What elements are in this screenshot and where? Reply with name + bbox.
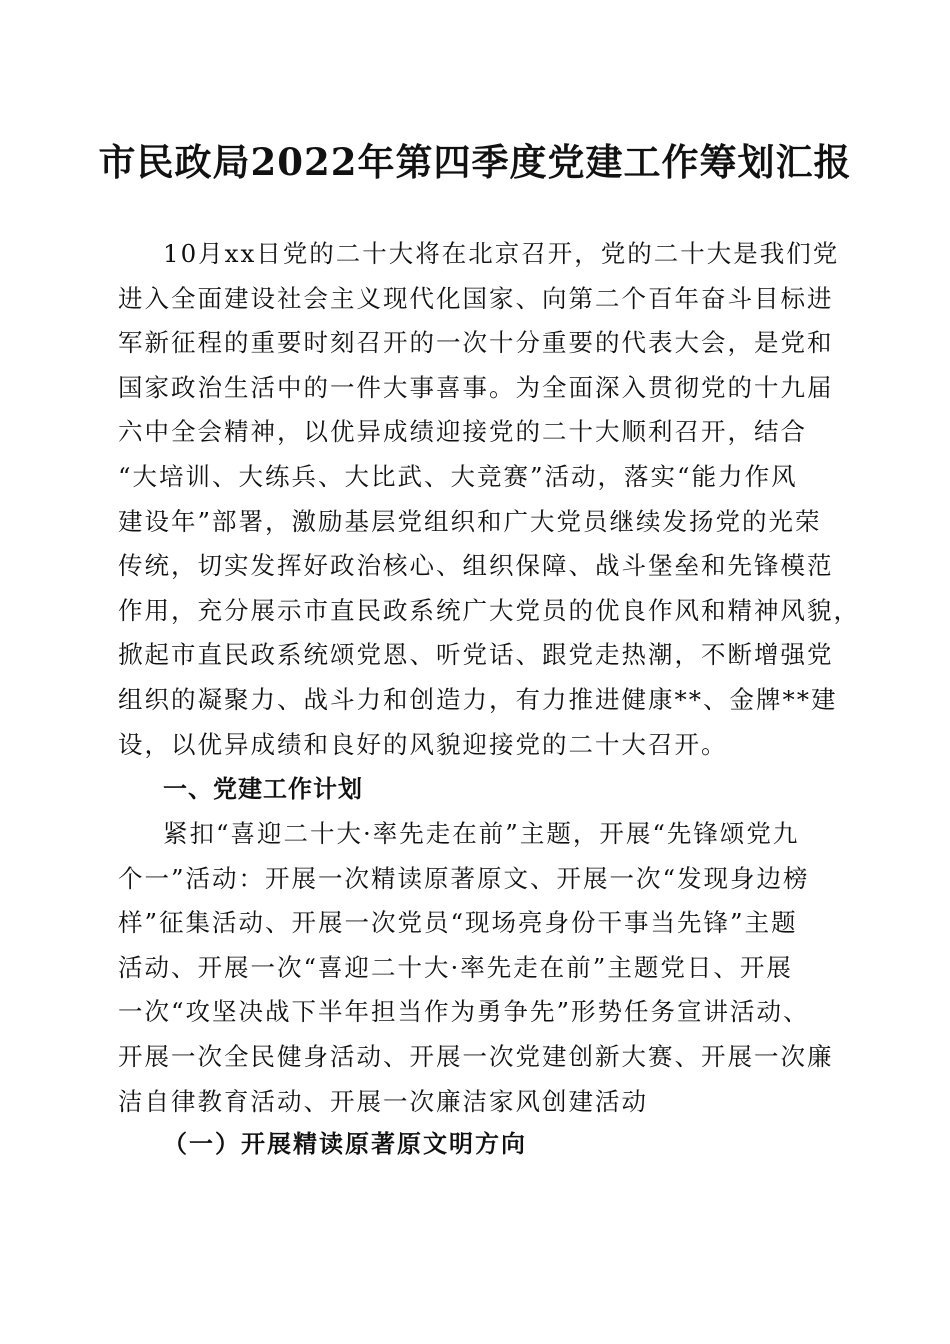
section1-line: 一次“攻坚决战下半年担当作为勇争先”形势任务宣讲活动、	[118, 997, 810, 1027]
intro-line: 掀起市直民政系统颂党恩、听党话、跟党走热潮，不断增强党	[118, 640, 834, 670]
section1-paragraph	[118, 812, 833, 1124]
intro-line: “大培训、大练兵、大比武、大竞赛”活动，落实“能力作风	[118, 461, 798, 491]
intro-line: 进入全面建设社会主义现代化国家、向第二个百年奋斗目标进	[118, 283, 834, 313]
section1-line: 样”征集活动、开展一次党员“现场亮身份干事当先锋”主题	[118, 908, 798, 938]
section1-line: 活动、开展一次“喜迎二十大·率先走在前”主题党日、开展	[118, 952, 793, 982]
intro-line: 组织的凝聚力、战斗力和创造力，有力推进健康**、金牌**建	[118, 684, 838, 714]
intro-line: 设，以优异成绩和良好的风貌迎接党的二十大召开。	[118, 729, 728, 759]
section-heading: 一、党建工作计划	[163, 775, 363, 803]
intro-line: 国家政治生活中的一件大事喜事。为全面深入贯彻党的十九届	[118, 372, 834, 402]
section1-line: 个一”活动：开展一次精读原著原文、开展一次“发现身边榜	[118, 863, 810, 893]
section1-line: 紧扣“喜迎二十大·率先走在前”主题，开展“先锋颂党九	[163, 819, 800, 848]
section1-line: 开展一次全民健身活动、开展一次党建创新大赛、开展一次廉	[118, 1041, 834, 1071]
section1-line: 洁自律教育活动、开展一次廉洁家风创建活动	[118, 1086, 648, 1116]
document-title: 市民政局2022年第四季度党建工作筹划汇报	[98, 140, 852, 184]
intro-line: 军新征程的重要时刻召开的一次十分重要的代表大会，是党和	[118, 328, 834, 358]
intro-line: 建设年”部署，激励基层党组织和广大党员继续发扬党的光荣	[118, 506, 822, 536]
intro-line: 作用，充分展示市直民政系统广大党员的优良作风和精神风貌，	[118, 595, 860, 625]
subsection-heading: （一）开展精读原著原文明方向	[163, 1129, 527, 1158]
intro-line: 10月xx日党的二十大将在北京召开，党的二十大是我们党	[163, 239, 840, 268]
intro-line: 六中全会精神，以优异成绩迎接党的二十大顺利召开，结合	[118, 417, 807, 447]
intro-line: 传统，切实发挥好政治核心、组织保障、战斗堡垒和先锋模范	[118, 551, 834, 581]
intro-paragraph	[118, 232, 860, 767]
